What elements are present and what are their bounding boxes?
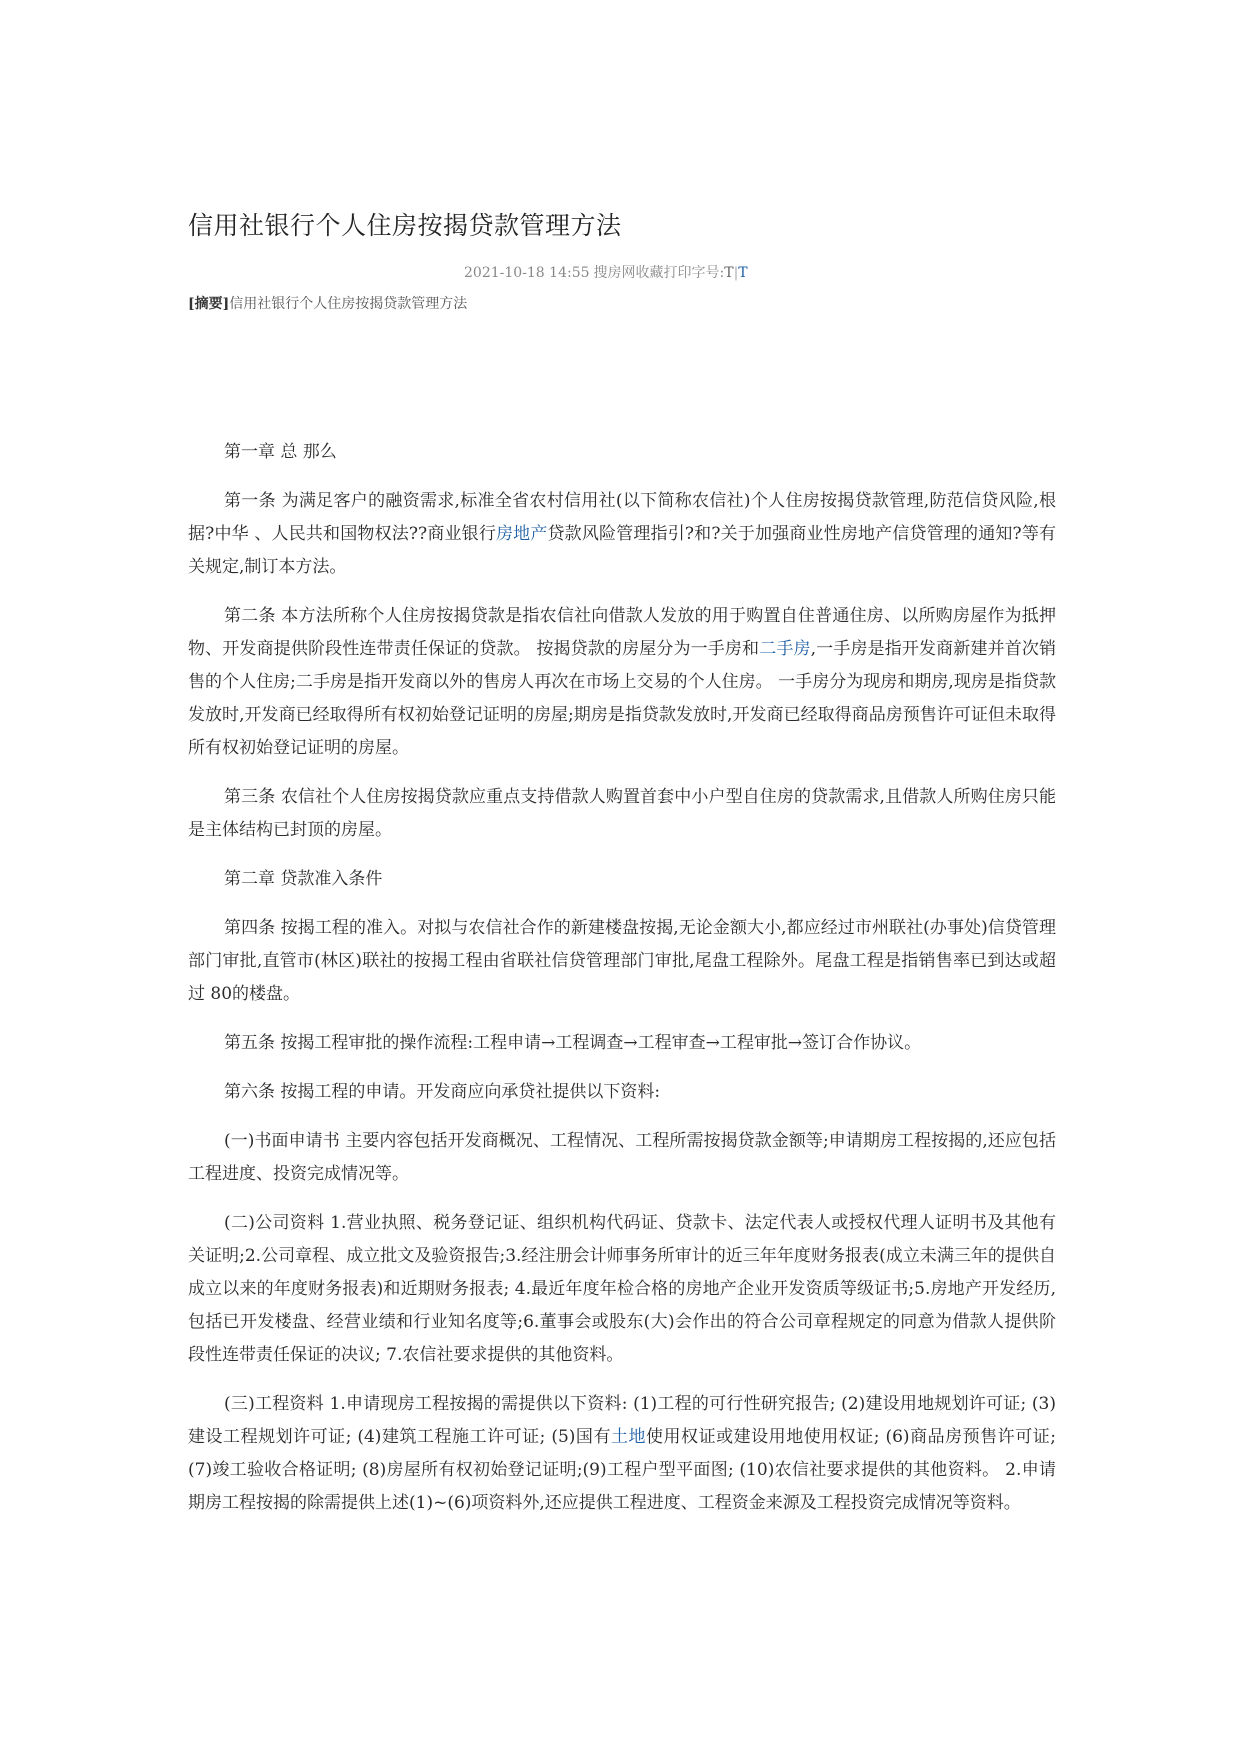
paragraph [188,600,1056,765]
paragraph [188,1076,1056,1109]
paragraph-text: 第一章 总 那么 [224,442,337,462]
paragraph [188,1388,1056,1520]
article-title: 信用社银行个人住房按揭贷款管理方法 [188,211,622,240]
paragraph-text: 第二条 本方法所称个人住房按揭贷款是指农信社向借款人发放的用于购置自住普通住房、以所购房屋作为抵押物、开发商提供阶段性连带责任保证的贷款。 按揭贷款的房屋分为一手房和 [188,606,1056,659]
keyword-link-second-hand-house[interactable]: 二手房 [759,639,811,659]
paragraph [188,781,1056,847]
paragraph-text: 使用权证或建设用地使用权证; (6)商品房预售许可证; (7)竣工验收合格证明; (8)房屋所有权初始登记证明;(9)工程户型平面图; (10)农信社要求提供的其他资料。 2.申请期房工程按揭的除需提供上述(1)~(6)项资料外,还应提供工程进度、工程资金来源及工程投资完成情况等资料。 [188,1427,1056,1513]
paragraph-text: (一)书面申请书 主要内容包括开发商概况、工程情况、工程所需按揭贷款金额等;申请期房工程按揭的,还应包括工程进度、投资完成情况等。 [188,1131,1056,1184]
font-size-small-link[interactable]: T [724,265,734,281]
paragraph-text: ,一手房是指开发商新建并首次销售的个人住房;二手房是指开发商以外的售房人再次在市场上交易的个人住房。 一手房分为现房和期房,现房是指贷款发放时,开发商已经取得所有权初始登记证明的房屋;期房是指贷款发放时,开发商已经取得商品房预售许可证但未取得所有权初始登记证明的房屋。 [188,639,1057,758]
keyword-link-land[interactable]: 土地 [610,1427,647,1447]
paragraph [188,1125,1056,1191]
summary-tag: [摘要] [188,296,230,312]
paragraph [188,485,1056,584]
paragraph-text: 第一条 为满足客户的融资需求,标准全省农村信用社(以下简称农信社)个人住房按揭贷款管理,防范信贷风险,根据?中华 、人民共和国物权法??商业银行 [188,491,1056,544]
paragraph-text: 第五条 按揭工程审批的操作流程:工程申请→工程调查→工程审查→工程审批→签订合作协议。 [224,1033,922,1053]
paragraph [188,1027,1056,1060]
font-size-large-link[interactable]: T [738,265,748,281]
article-body [188,436,1056,1536]
paragraph-text: 第二章 贷款准入条件 [224,869,383,889]
keyword-link-real-estate[interactable]: 房地产 [496,524,548,544]
paragraph-text: 第四条 按揭工程的准入。对拟与农信社合作的新建楼盘按揭,无论金额大小,都应经过市州联社(办事处)信贷管理部门审批,直管市(林区)联社的按揭工程由省联社信贷管理部门审批,尾盘工程除外。尾盘工程是指销售率已到达或超过 80的楼盘。 [188,918,1056,1004]
article-meta [464,262,748,282]
paragraph [188,1207,1056,1372]
publish-timestamp: 2021-10-18 14:55 [464,265,590,281]
paragraph-text: (二)公司资料 1.营业执照、税务登记证、组织机构代码证、贷款卡、法定代表人或授权代理人证明书及其他有关证明;2.公司章程、成立批文及验资报告;3.经注册会计师事务所审计的近三年年度财务报表(成立未满三年的提供自成立以来的年度财务报表)和近期财务报表; 4.最近年度年检合格的房地产企业开发资质等级证书;5.房地产开发经历,包括已开发楼盘、经营业绩和行业知名度等;6.董事会或股东(大)会作出的符合公司章程规定的同意为借款人提供阶段性连带责任保证的决议; 7.农信社要求提供的其他资料。 [188,1213,1056,1365]
paragraph-text: 第三条 农信社个人住房按揭贷款应重点支持借款人购置首套中小户型自住房的贷款需求,且借款人所购住房只能是主体结构已封顶的房屋。 [188,787,1056,840]
paragraph [188,863,1056,896]
paragraph-text: 贷款风险管理指引?和?关于加强商业性房地产信贷管理的通知?等有关规定,制订本方法。 [188,524,1056,577]
summary-text: 信用社银行个人住房按揭贷款管理方法 [229,296,468,312]
paragraph [188,436,1056,469]
font-size-separator: | [733,265,739,281]
meta-links[interactable]: 搜房网收藏打印字号: [593,265,725,281]
article-summary [188,293,467,313]
paragraph [188,912,1056,1011]
paragraph-text: 第六条 按揭工程的申请。开发商应向承贷社提供以下资料: [224,1082,661,1102]
paragraph-text: (三)工程资料 1.申请现房工程按揭的需提供以下资料: (1)工程的可行性研究报告; (2)建设用地规划许可证; (3)建设工程规划许可证; (4)建筑工程施工许可证; (5)国有 [188,1394,1056,1447]
